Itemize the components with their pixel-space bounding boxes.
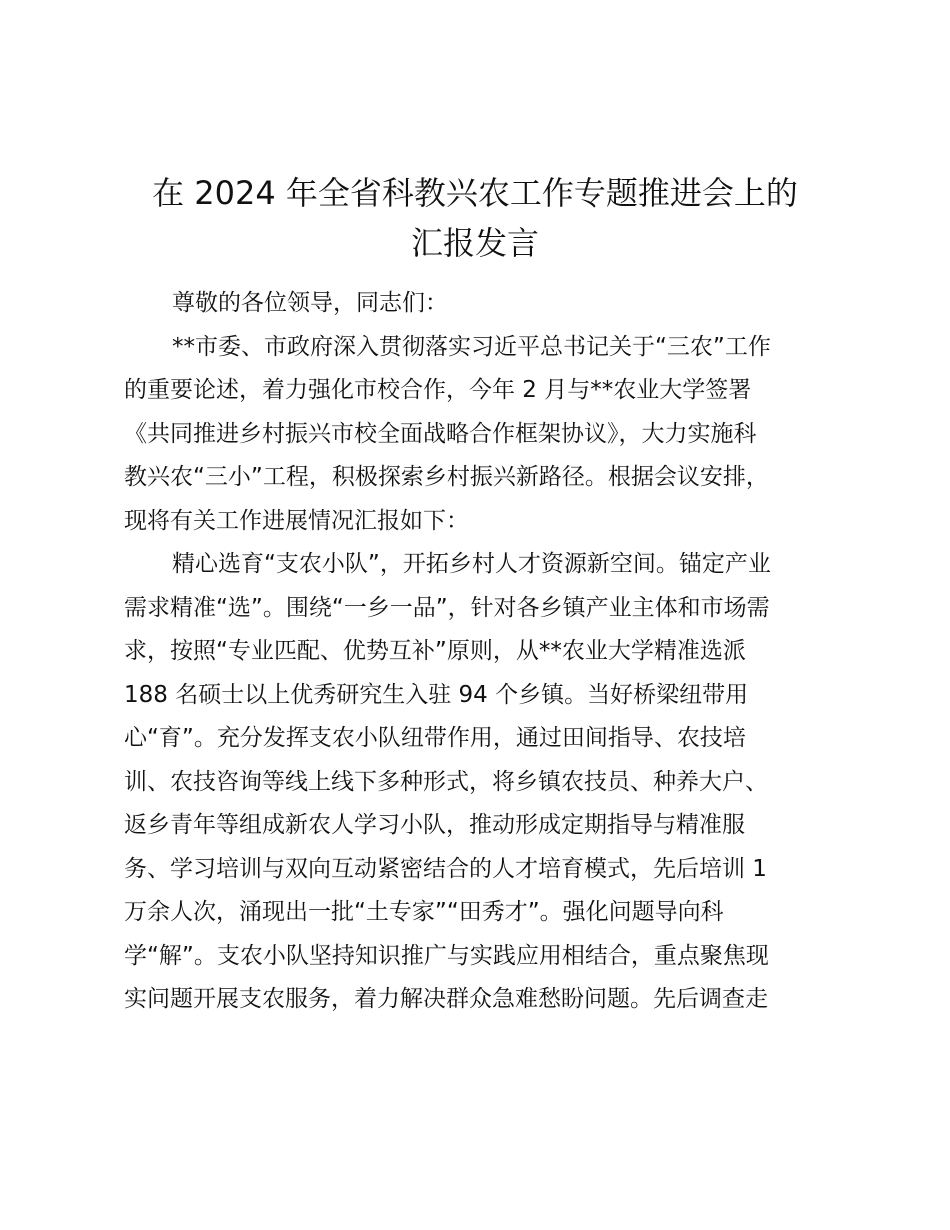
body-line: 求，按照“专业匹配、优势互补”原则，从**农业大学精准选派 [124,638,746,664]
document-title [110,168,840,268]
body-line: 需求精准“选”。围绕“一乡一品”，针对各乡镇产业主体和市场需 [124,594,770,621]
body-line: 教兴农“三小”工程，积极探索乡村振兴新路径。根据会议安排， [124,464,769,490]
body-line: 现将有关工作进展情况汇报如下： [124,507,469,534]
body-line: 学“解”。支农小队坚持知识推广与实践应用相结合，重点聚焦现 [124,942,769,969]
body-line: 训、农技咨询等线上线下多种形式，将乡镇农技员、种养大户、 [124,768,768,795]
body-line: **市委、市政府深入贯彻落实习近平总书记关于“三农”工作 [172,333,771,360]
title-line-2: 汇报发言 [410,224,539,262]
salutation-line: 尊敬的各位领导，同志们： [172,290,448,316]
body-line: 《共同推进乡村振兴市校全面战略合作框架协议》，大力实施科 [124,420,757,447]
body-line: 188 名硕士以上优秀研究生入驻 94 个乡镇。当好桥梁纽带用 [124,681,749,708]
title-line-1: 在 2024 年全省科教兴农工作专题推进会上的 [152,174,798,212]
document-body [124,282,824,1022]
body-line: 精心选育“支农小队”，开拓乡村人才资源新空间。锚定产业 [172,551,771,577]
body-line: 实问题开展支农服务，着力解决群众急难愁盼问题。先后调查走 [124,986,768,1012]
body-line: 务、学习培训与双向互动紧密结合的人才培育模式，先后培训 1 [124,855,767,882]
body-line: 的重要论述，着力强化市校合作，今年 2 月与**农业大学签署 [124,377,752,403]
body-line: 心“育”。充分发挥支农小队纽带作用，通过田间指导、农技培 [124,725,746,751]
body-line: 万余人次，涌现出一批“土专家”“田秀才”。强化问题导向科 [124,899,724,925]
body-line: 返乡青年等组成新农人学习小队，推动形成定期指导与精准服 [124,812,745,838]
